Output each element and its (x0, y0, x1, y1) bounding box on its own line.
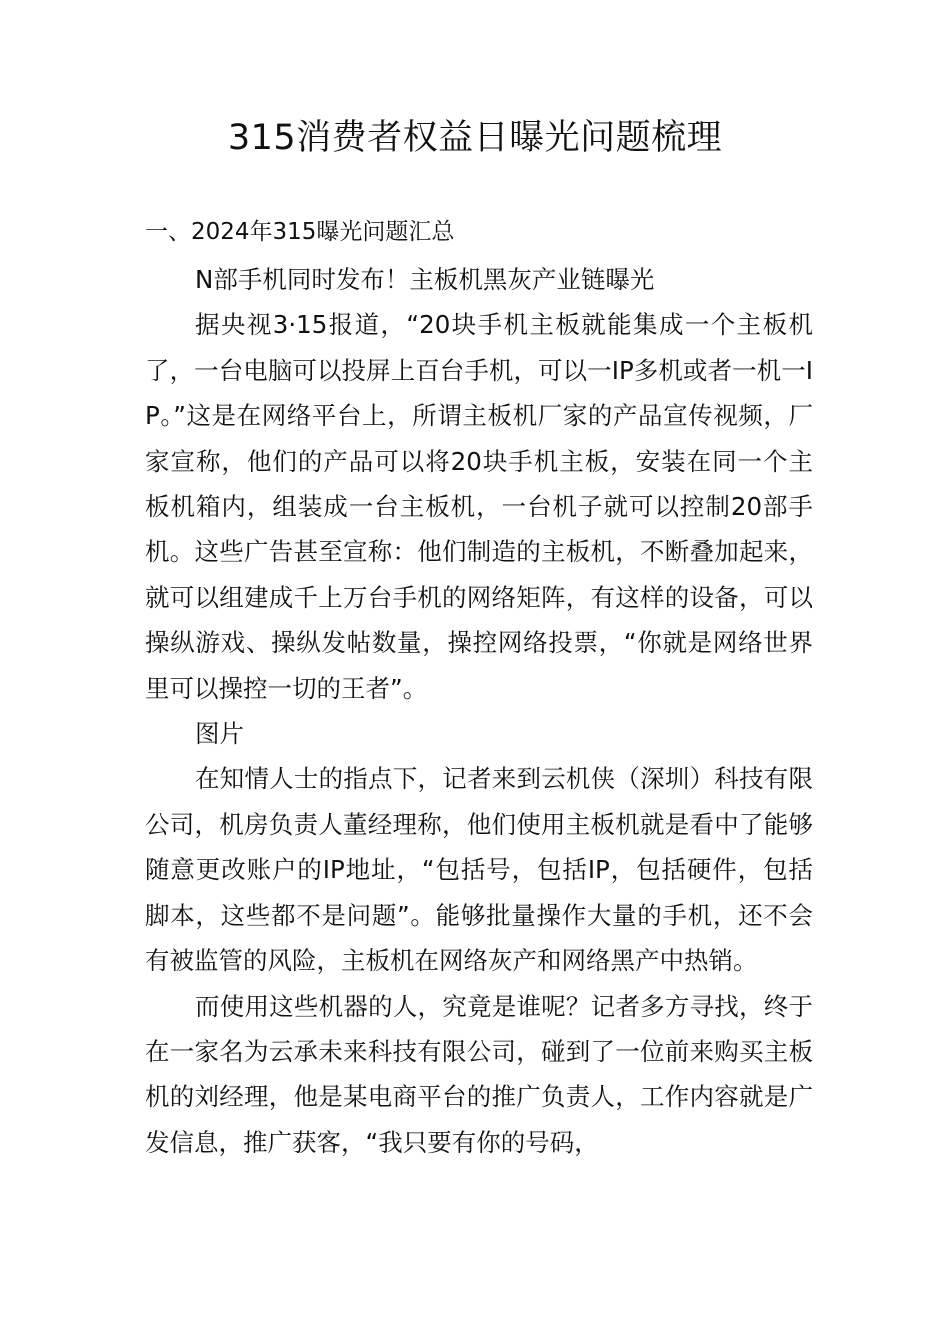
paragraph-subtitle: N部手机同时发布！主板机黑灰产业链曝光 (195, 265, 655, 294)
body-text (145, 257, 813, 1165)
document-title: 315消费者权益日曝光问题梳理 (227, 118, 723, 158)
paragraph: 而使用这些机器的人，究竟是谁呢？记者多方寻找，终于在一家名为云承未来科技有限公司，碰到了一位前来购买主板机的刘经理，他是某电商平台的推广负责人，工作内容就是广发信息，推广获客，“我只要有你的号码， (145, 991, 813, 1157)
section-heading: 一、2024年315曝光问题汇总 (145, 219, 455, 245)
paragraph: 在知情人士的指点下，记者来到云机侠（深圳）科技有限公司，机房负责人董经理称，他们使用主板机就是看中了能够随意更改账户的IP地址，“包括号，包括IP，包括硬件，包括脚本，这些都不是问题”。能够批量操作大量的手机，还不会有被监管的风险，主板机在网络灰产和网络黑产中热销。 (145, 764, 813, 976)
image-placeholder-text: 图片 (195, 719, 244, 749)
paragraph: 据央视3·15报道，“20块手机主板就能集成一个主板机了，一台电脑可以投屏上百台手机，可以一IP多机或者一机一IP。”这是在网络平台上，所谓主板机厂家的产品宣传视频，厂家宣称，他们的产品可以将20块手机主板，安装在同一个主板机箱内，组装成一台主板机，一台机子就可以控制20部手机。这些广告甚至宣称：他们制造的主板机，不断叠加起来，就可以组建成千上万台手机的网络矩阵，有这样的设备，可以操纵游戏、操纵发帖数量，操控网络投票，“你就是网络世界里可以操控一切的王者”。 (145, 310, 813, 703)
